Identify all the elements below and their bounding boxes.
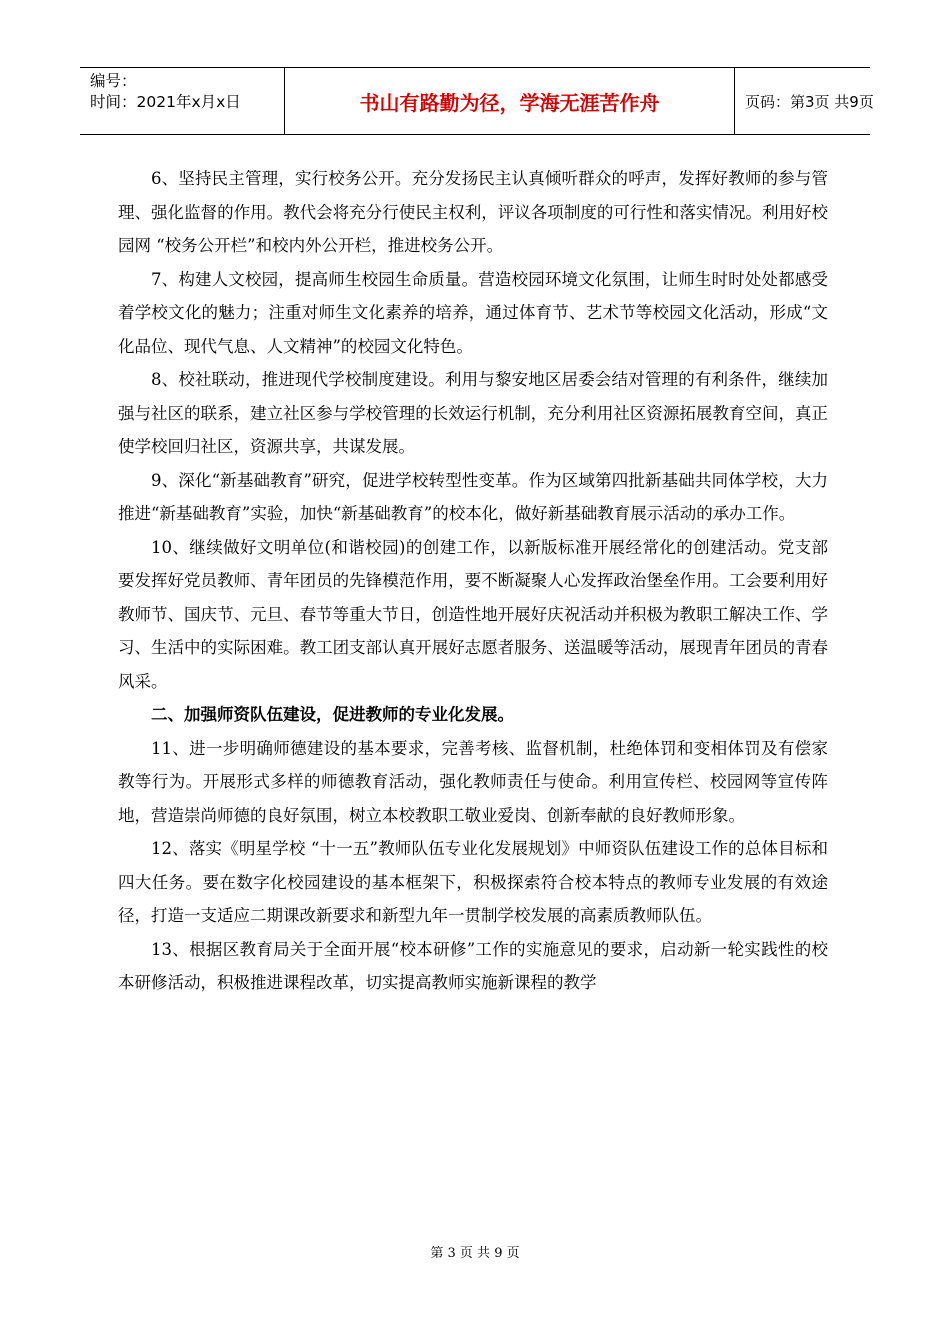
paragraph-8: 8、校社联动，推进现代学校制度建设。利用与黎安地区居委会结对管理的有利条件，继续加强与社区的联系，建立社区参与学校管理的长效运行机制，充分利用社区资源拓展教育空间，真正使学校回归社区，资源共享，共谋发展。 — [118, 370, 828, 456]
paragraph-9: 9、深化“新基础教育”研究，促进学校转型性变革。作为区域第四批新基础共同体学校，大力推进“新基础教育”实验，加快“新基础教育”的校本化，做好新基础教育展示活动的承办工作。 — [118, 470, 828, 523]
paragraph-10: 10、继续做好文明单位(和谐校园)的创建工作，以新版标准开展经常化的创建活动。党支部要发挥好党员教师、青年团员的先锋模范作用，要不断凝聚人心发挥政治堡垒作用。工会要利用好教师节、国庆节、元旦、春节等重大节日，创造性地开展好庆祝活动并积极为教职工解决工作、学习、生活中的实际困难。教工团支部认真开展好志愿者服务、送温暖等活动，展现青年团员的青春风采。 — [118, 537, 828, 691]
document-body — [118, 162, 828, 1000]
header-meta — [80, 68, 285, 134]
document-number-label: 编号： — [90, 72, 137, 90]
paragraph-13: 13、根据区教育局关于全面开展“校本研修”工作的实施意见的要求，启动新一轮实践性的校本研修活动，积极推进课程改革，切实提高教师实施新课程的教学 — [118, 939, 828, 992]
paragraph-11: 11、进一步明确师德建设的基本要求，完善考核、监督机制，杜绝体罚和变相体罚及有偿家教等行为。开展形式多样的师德教育活动，强化教师责任与使命。利用宣传栏、校园网等宣传阵地，营造崇尚师德的良好氛围，树立本校教职工敬业爱岗、创新奉献的良好教师形象。 — [118, 738, 828, 825]
header-page-number: 页码：第3页 共9页 — [745, 92, 874, 111]
paragraph-7: 7、构建人文校园，提高师生校园生命质量。营造校园环境文化氛围，让师生时时处处都感受着学校文化的魅力；注重对师生文化素养的培养，通过体育节、艺术节等校园文化活动，形成“文化品位、现代气息、人文精神”的校园文化特色。 — [118, 269, 828, 356]
document-date-label: 时间：2021年x月x日 — [90, 93, 241, 111]
section-heading: 二、加强师资队伍建设，促进教师的专业化发展。 — [151, 705, 514, 724]
paragraph-6: 6、坚持民主管理，实行校务公开。充分发扬民主认真倾听群众的呼声，发挥好教师的参与管理、强化监督的作用。教代会将充分行使民主权利，评议各项制度的可行性和落实情况。利用好校园网 “校务公开栏”和校内外公开栏，推进校务公开。 — [118, 169, 828, 255]
page-header — [80, 67, 874, 135]
paragraph-12: 12、落实《明星学校 “十一五”教师队伍专业化发展规划》中师资队伍建设工作的总体目标和四大任务。要在数字化校园建设的基本框架下，积极探索符合校本特点的教师专业发展的有效途径，打造一支适应二期课改新要求和新型九年一贯制学校发展的高素质教师队伍。 — [118, 839, 828, 925]
page-footer: 第 3 页 共 9 页 — [430, 1246, 520, 1261]
header-motto: 书山有路勤为径，学海无涯苦作舟 — [285, 68, 735, 134]
